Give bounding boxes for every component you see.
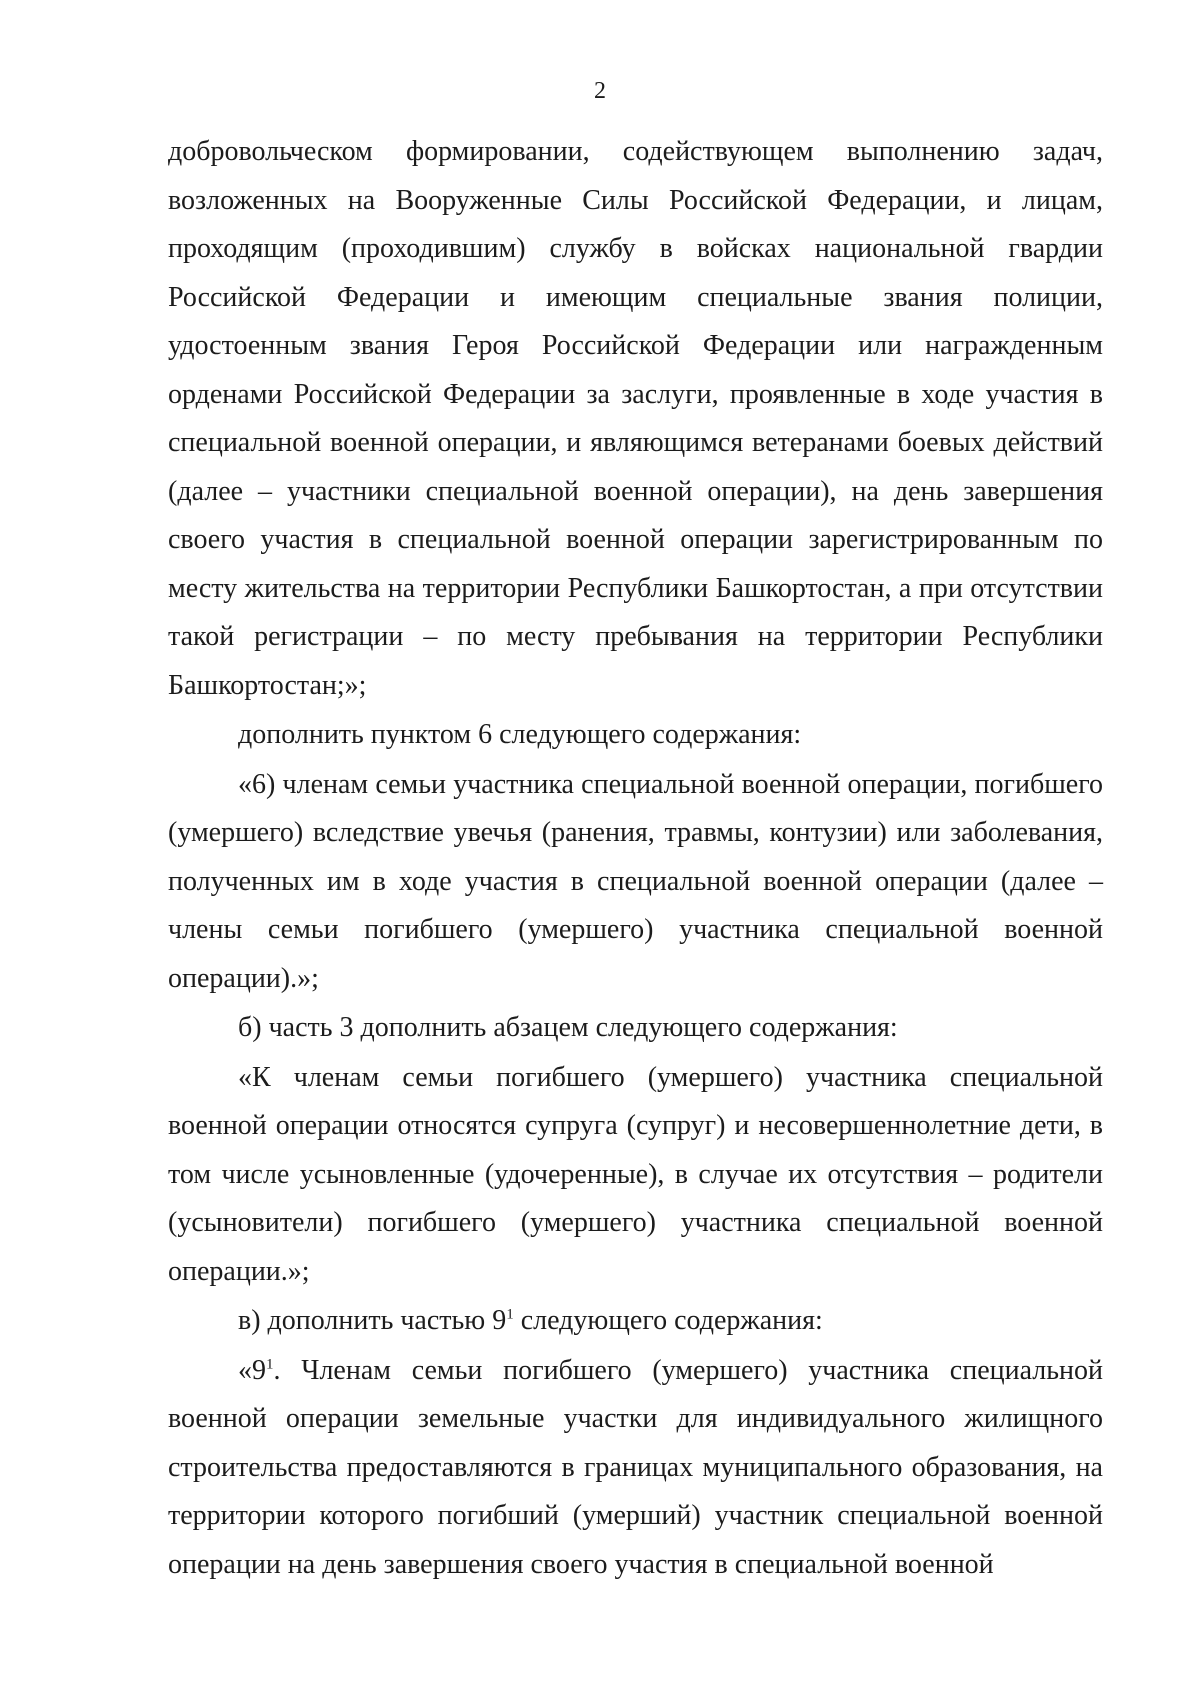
paragraph-point-6-text: «6) членам семьи участника специальной военной операции, погибшего (умершего) вследствие увечья (ранения, травмы, контузии) или заболевания, полученных им в ходе участия в специальной военной операции (далее – члены семьи погибшего (умершего) участника специальной военной операции).»; [168, 768, 1103, 994]
paragraph-add-part-9-1-start: в) дополнить частью 9 [238, 1305, 507, 1336]
paragraph-family-members-definition: «К членам семьи погибшего (умершего) участника специальной военной операции относятся супруга (супруг) и несовершеннолетние дети, в том числе усыновленные (удочеренные), в случае их отсутствия – родители (усыновители) погибшего (умершего) участника специальной военной операции.»; [168, 1061, 1103, 1287]
paragraph-part-9-1-body: . Членам семьи погибшего (умершего) участника специальной военной операции земельные участки для индивидуального жилищного строительства предоставляются в границах муниципального образования, на территории которого погибший (умерший) участник специальной военной операции на день завершения своего участия в специальной военной [168, 1354, 1103, 1580]
paragraph-continuation: добровольческом формировании, содействующем выполнению задач, возложенных на Вооруженные Силы Российской Федерации, и лицам, проходящим (проходившим) службу в войсках национальной гвардии Российской Федерации и имеющим специальные звания полиции, удостоенным звания Героя Российской Федерации или награжденным орденами Российской Федерации за заслуги, проявленные в ходе участия в специальной военной операции, и являющимся ветеранами боевых действий (далее – участники специальной военной операции), на день завершения своего участия в специальной военной операции зарегистрированным по месту жительства на территории Республики Башкортостан, а при отсутствии такой регистрации – по месту пребывания на территории Республики Башкортостан;»; [168, 136, 1103, 701]
paragraph-add-point-6: дополнить пунктом 6 следующего содержания: [238, 719, 802, 750]
paragraph-part-3-amendment: б) часть 3 дополнить абзацем следующего содержания: [238, 1012, 898, 1043]
superscript-index: 1 [266, 1356, 274, 1373]
paragraph-part-9-1-text [168, 1347, 1103, 1590]
document-body [168, 128, 1103, 1589]
paragraph-part-9-1-start: «9 [238, 1354, 266, 1386]
superscript-index: 1 [506, 1306, 514, 1323]
paragraph-add-part-9-1-end: следующего содержания: [513, 1305, 823, 1336]
paragraph-add-part-9-1 [168, 1297, 1103, 1346]
page-number: 2 [594, 78, 606, 104]
